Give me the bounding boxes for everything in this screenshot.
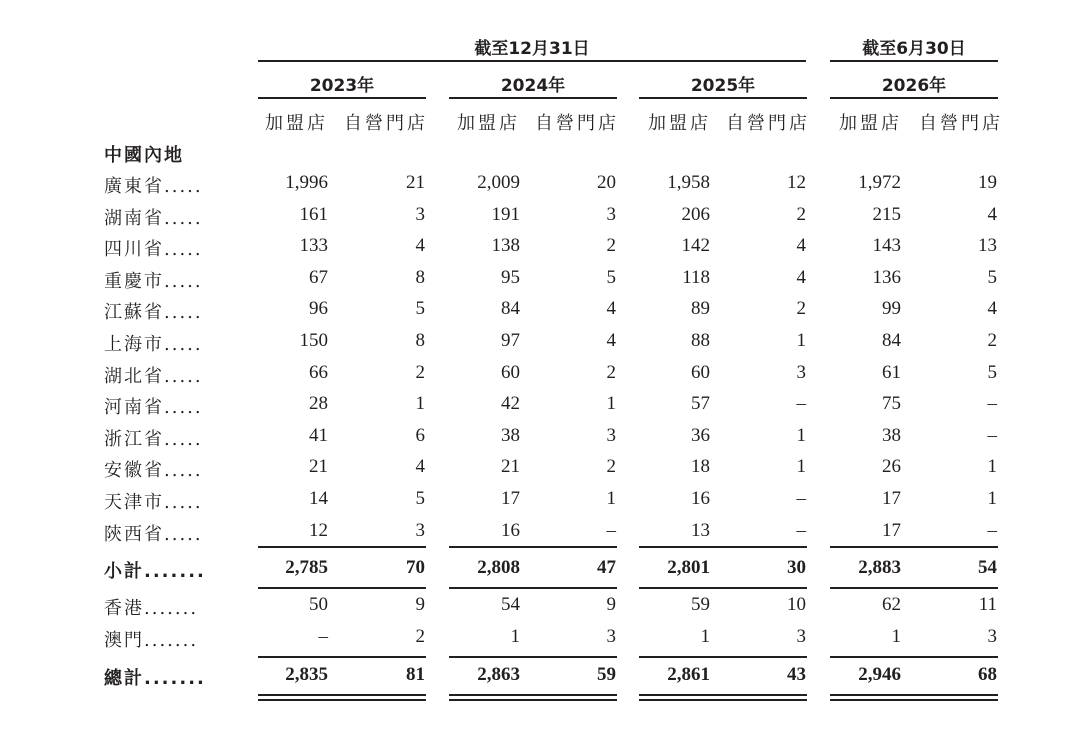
row-value: 81 xyxy=(406,664,425,685)
row-value: 38 xyxy=(882,424,901,446)
row-value: 88 xyxy=(691,330,710,351)
subcol-franchise: 加盟店 xyxy=(648,113,711,134)
header-group-jun30-rule xyxy=(830,60,998,62)
row-label: 湖南省..... xyxy=(104,207,203,229)
year-rule-2026 xyxy=(830,97,998,99)
row-value: 2 xyxy=(606,361,616,383)
row-value: 1 xyxy=(606,393,616,415)
row-value: 47 xyxy=(597,557,616,578)
total-double-rule-1 xyxy=(258,694,426,696)
total-double-rule-1 xyxy=(449,694,617,696)
row-value: 1,958 xyxy=(667,172,710,193)
row-value: 59 xyxy=(597,664,616,685)
row-value: 60 xyxy=(691,361,710,383)
total-top-rule xyxy=(830,656,998,658)
row-value: 68 xyxy=(978,664,997,685)
row-value: 41 xyxy=(309,424,328,446)
row-value: 14 xyxy=(309,488,328,509)
row-label: 小計....... xyxy=(104,561,206,582)
row-value: 54 xyxy=(978,557,997,578)
row-label: 浙江省..... xyxy=(104,428,203,450)
row-value: 2 xyxy=(415,626,425,647)
row-value: – xyxy=(796,393,806,415)
row-value: 28 xyxy=(309,393,328,415)
row-value: 5 xyxy=(987,361,997,383)
row-value: – xyxy=(987,424,997,446)
header-group-jun30: 截至6月30日 xyxy=(862,39,966,59)
row-value: 1,996 xyxy=(285,172,328,193)
row-value: 21 xyxy=(501,456,520,478)
row-value: 2,883 xyxy=(858,557,901,578)
row-label: 湖北省..... xyxy=(104,365,203,387)
year-rule-2024 xyxy=(449,97,617,99)
row-value: 136 xyxy=(872,266,901,288)
row-value: 2 xyxy=(606,235,616,257)
row-value: 1,972 xyxy=(858,172,901,193)
subcol-franchise: 加盟店 xyxy=(265,113,328,134)
row-value: 17 xyxy=(882,519,901,541)
row-value: 2 xyxy=(987,330,997,351)
row-value: 2,835 xyxy=(285,664,328,685)
row-label: 安徽省..... xyxy=(104,460,203,482)
subtotal-top-rule xyxy=(449,546,617,548)
row-value: 2,808 xyxy=(477,557,520,578)
subtotal-top-rule xyxy=(639,546,807,548)
row-value: – xyxy=(318,626,328,647)
row-value: 1 xyxy=(891,626,901,647)
row-value: 38 xyxy=(501,424,520,446)
header-group-dec31: 截至12月31日 xyxy=(474,39,590,59)
row-value: – xyxy=(796,488,806,509)
row-value: 66 xyxy=(309,361,328,383)
row-value: 2 xyxy=(796,203,806,225)
subcol-self-operated: 自營門店 xyxy=(535,113,619,134)
subtotal-bottom-rule xyxy=(258,587,426,589)
row-value: 89 xyxy=(691,298,710,320)
row-value: 4 xyxy=(415,456,425,478)
row-value: 2,946 xyxy=(858,664,901,685)
row-value: 26 xyxy=(882,456,901,478)
total-double-rule-1 xyxy=(639,694,807,696)
row-value: 142 xyxy=(681,235,710,257)
year-header-2023: 2023年 xyxy=(309,76,375,96)
row-value: 59 xyxy=(691,594,710,615)
subcol-franchise: 加盟店 xyxy=(839,113,902,134)
row-value: 1 xyxy=(510,626,520,647)
row-label: 重慶市..... xyxy=(104,270,203,292)
row-value: 96 xyxy=(309,298,328,320)
row-value: 2,785 xyxy=(285,557,328,578)
row-value: 1 xyxy=(415,393,425,415)
row-value: 1 xyxy=(796,330,806,351)
row-value: 3 xyxy=(796,361,806,383)
year-rule-2023 xyxy=(258,97,426,99)
row-value: 4 xyxy=(606,330,616,351)
row-value: 13 xyxy=(691,519,710,541)
row-value: 2 xyxy=(415,361,425,383)
row-value: 4 xyxy=(415,235,425,257)
row-value: – xyxy=(987,519,997,541)
row-value: – xyxy=(987,393,997,415)
year-header-2026: 2026年 xyxy=(881,76,947,96)
row-value: 215 xyxy=(872,203,901,225)
total-double-rule-2 xyxy=(830,699,998,701)
row-label: 上海市..... xyxy=(104,334,203,355)
row-value: 4 xyxy=(796,266,806,288)
subtotal-bottom-rule xyxy=(639,587,807,589)
row-value: 133 xyxy=(299,235,328,257)
year-header-2025: 2025年 xyxy=(690,76,756,96)
row-value: 6 xyxy=(415,424,425,446)
row-value: 143 xyxy=(872,235,901,257)
row-value: 8 xyxy=(415,266,425,288)
subtotal-bottom-rule xyxy=(449,587,617,589)
row-value: 4 xyxy=(796,235,806,257)
header-group-dec31-rule xyxy=(258,60,806,62)
row-value: 75 xyxy=(882,393,901,415)
subtotal-top-rule xyxy=(830,546,998,548)
subtotal-bottom-rule xyxy=(830,587,998,589)
row-value: 9 xyxy=(415,594,425,615)
row-value: 57 xyxy=(691,393,710,415)
row-value: 150 xyxy=(299,330,328,351)
row-label: 河南省..... xyxy=(104,397,203,419)
total-top-rule xyxy=(258,656,426,658)
row-value: 19 xyxy=(978,172,997,193)
total-double-rule-2 xyxy=(258,699,426,701)
total-top-rule xyxy=(639,656,807,658)
row-label: 澳門....... xyxy=(104,630,199,651)
row-value: 2,801 xyxy=(667,557,710,578)
row-value: 1 xyxy=(796,424,806,446)
row-value: 4 xyxy=(987,203,997,225)
row-value: 84 xyxy=(882,330,901,351)
row-value: 12 xyxy=(309,519,328,541)
row-label: 江蘇省..... xyxy=(104,302,203,324)
year-rule-2025 xyxy=(639,97,807,99)
row-value: 3 xyxy=(796,626,806,647)
row-value: 118 xyxy=(682,266,710,288)
row-value: 5 xyxy=(415,298,425,320)
total-double-rule-1 xyxy=(830,694,998,696)
row-value: 1 xyxy=(700,626,710,647)
row-value: 50 xyxy=(309,594,328,615)
row-value: 3 xyxy=(606,203,616,225)
row-value: 10 xyxy=(787,594,806,615)
row-label: 天津市..... xyxy=(104,492,203,513)
row-value: 9 xyxy=(606,594,616,615)
row-value: 62 xyxy=(882,594,901,615)
row-value: 42 xyxy=(501,393,520,415)
total-double-rule-2 xyxy=(449,699,617,701)
year-header-2024: 2024年 xyxy=(500,76,566,96)
total-double-rule-2 xyxy=(639,699,807,701)
row-value: 21 xyxy=(406,172,425,193)
row-value: 17 xyxy=(882,488,901,509)
row-value: 61 xyxy=(882,361,901,383)
row-value: 16 xyxy=(691,488,710,509)
row-value: 16 xyxy=(501,519,520,541)
row-value: 2,861 xyxy=(667,664,710,685)
subcol-self-operated: 自營門店 xyxy=(726,113,810,134)
row-value: 17 xyxy=(501,488,520,509)
row-value: 4 xyxy=(987,298,997,320)
row-value: 97 xyxy=(501,330,520,351)
row-value: 1 xyxy=(987,456,997,478)
row-value: 2 xyxy=(796,298,806,320)
row-label: 陝西省..... xyxy=(104,523,203,545)
row-value: 138 xyxy=(491,235,520,257)
row-value: 4 xyxy=(606,298,616,320)
row-value: 191 xyxy=(491,203,520,225)
row-value: 54 xyxy=(501,594,520,615)
subcol-self-operated: 自營門店 xyxy=(344,113,428,134)
row-label: 四川省..... xyxy=(104,239,203,261)
row-value: 99 xyxy=(882,298,901,320)
row-label: 廣東省..... xyxy=(104,176,203,197)
row-value: 5 xyxy=(606,266,616,288)
row-value: 8 xyxy=(415,330,425,351)
row-value: 95 xyxy=(501,266,520,288)
row-value: 12 xyxy=(787,172,806,193)
subcol-self-operated: 自營門店 xyxy=(919,113,1003,134)
section-title: 中國內地 xyxy=(104,145,184,166)
row-value: 5 xyxy=(415,488,425,509)
row-value: 3 xyxy=(606,626,616,647)
row-value: 84 xyxy=(501,298,520,320)
row-value: 3 xyxy=(987,626,997,647)
row-value: 18 xyxy=(691,456,710,478)
row-value: 2 xyxy=(606,456,616,478)
row-label: 總計....... xyxy=(104,668,206,689)
total-top-rule xyxy=(449,656,617,658)
row-value: 13 xyxy=(978,235,997,257)
row-value: 1 xyxy=(606,488,616,509)
row-value: 21 xyxy=(309,456,328,478)
row-value: 43 xyxy=(787,664,806,685)
row-value: 20 xyxy=(597,172,616,193)
row-value: 60 xyxy=(501,361,520,383)
row-value: 1 xyxy=(987,488,997,509)
row-value: 161 xyxy=(299,203,328,225)
subcol-franchise: 加盟店 xyxy=(457,113,520,134)
row-value: 70 xyxy=(406,557,425,578)
row-value: 3 xyxy=(415,203,425,225)
row-value: 5 xyxy=(987,266,997,288)
row-label: 香港....... xyxy=(104,598,199,619)
row-value: 67 xyxy=(309,266,328,288)
row-value: – xyxy=(606,519,616,541)
row-value: 36 xyxy=(691,424,710,446)
row-value: 206 xyxy=(681,203,710,225)
row-value: 2,009 xyxy=(477,172,520,193)
row-value: 1 xyxy=(796,456,806,478)
subtotal-top-rule xyxy=(258,546,426,548)
row-value: 30 xyxy=(787,557,806,578)
row-value: 3 xyxy=(415,519,425,541)
row-value: 2,863 xyxy=(477,664,520,685)
row-value: 11 xyxy=(978,594,997,615)
row-value: – xyxy=(796,519,806,541)
row-value: 3 xyxy=(606,424,616,446)
